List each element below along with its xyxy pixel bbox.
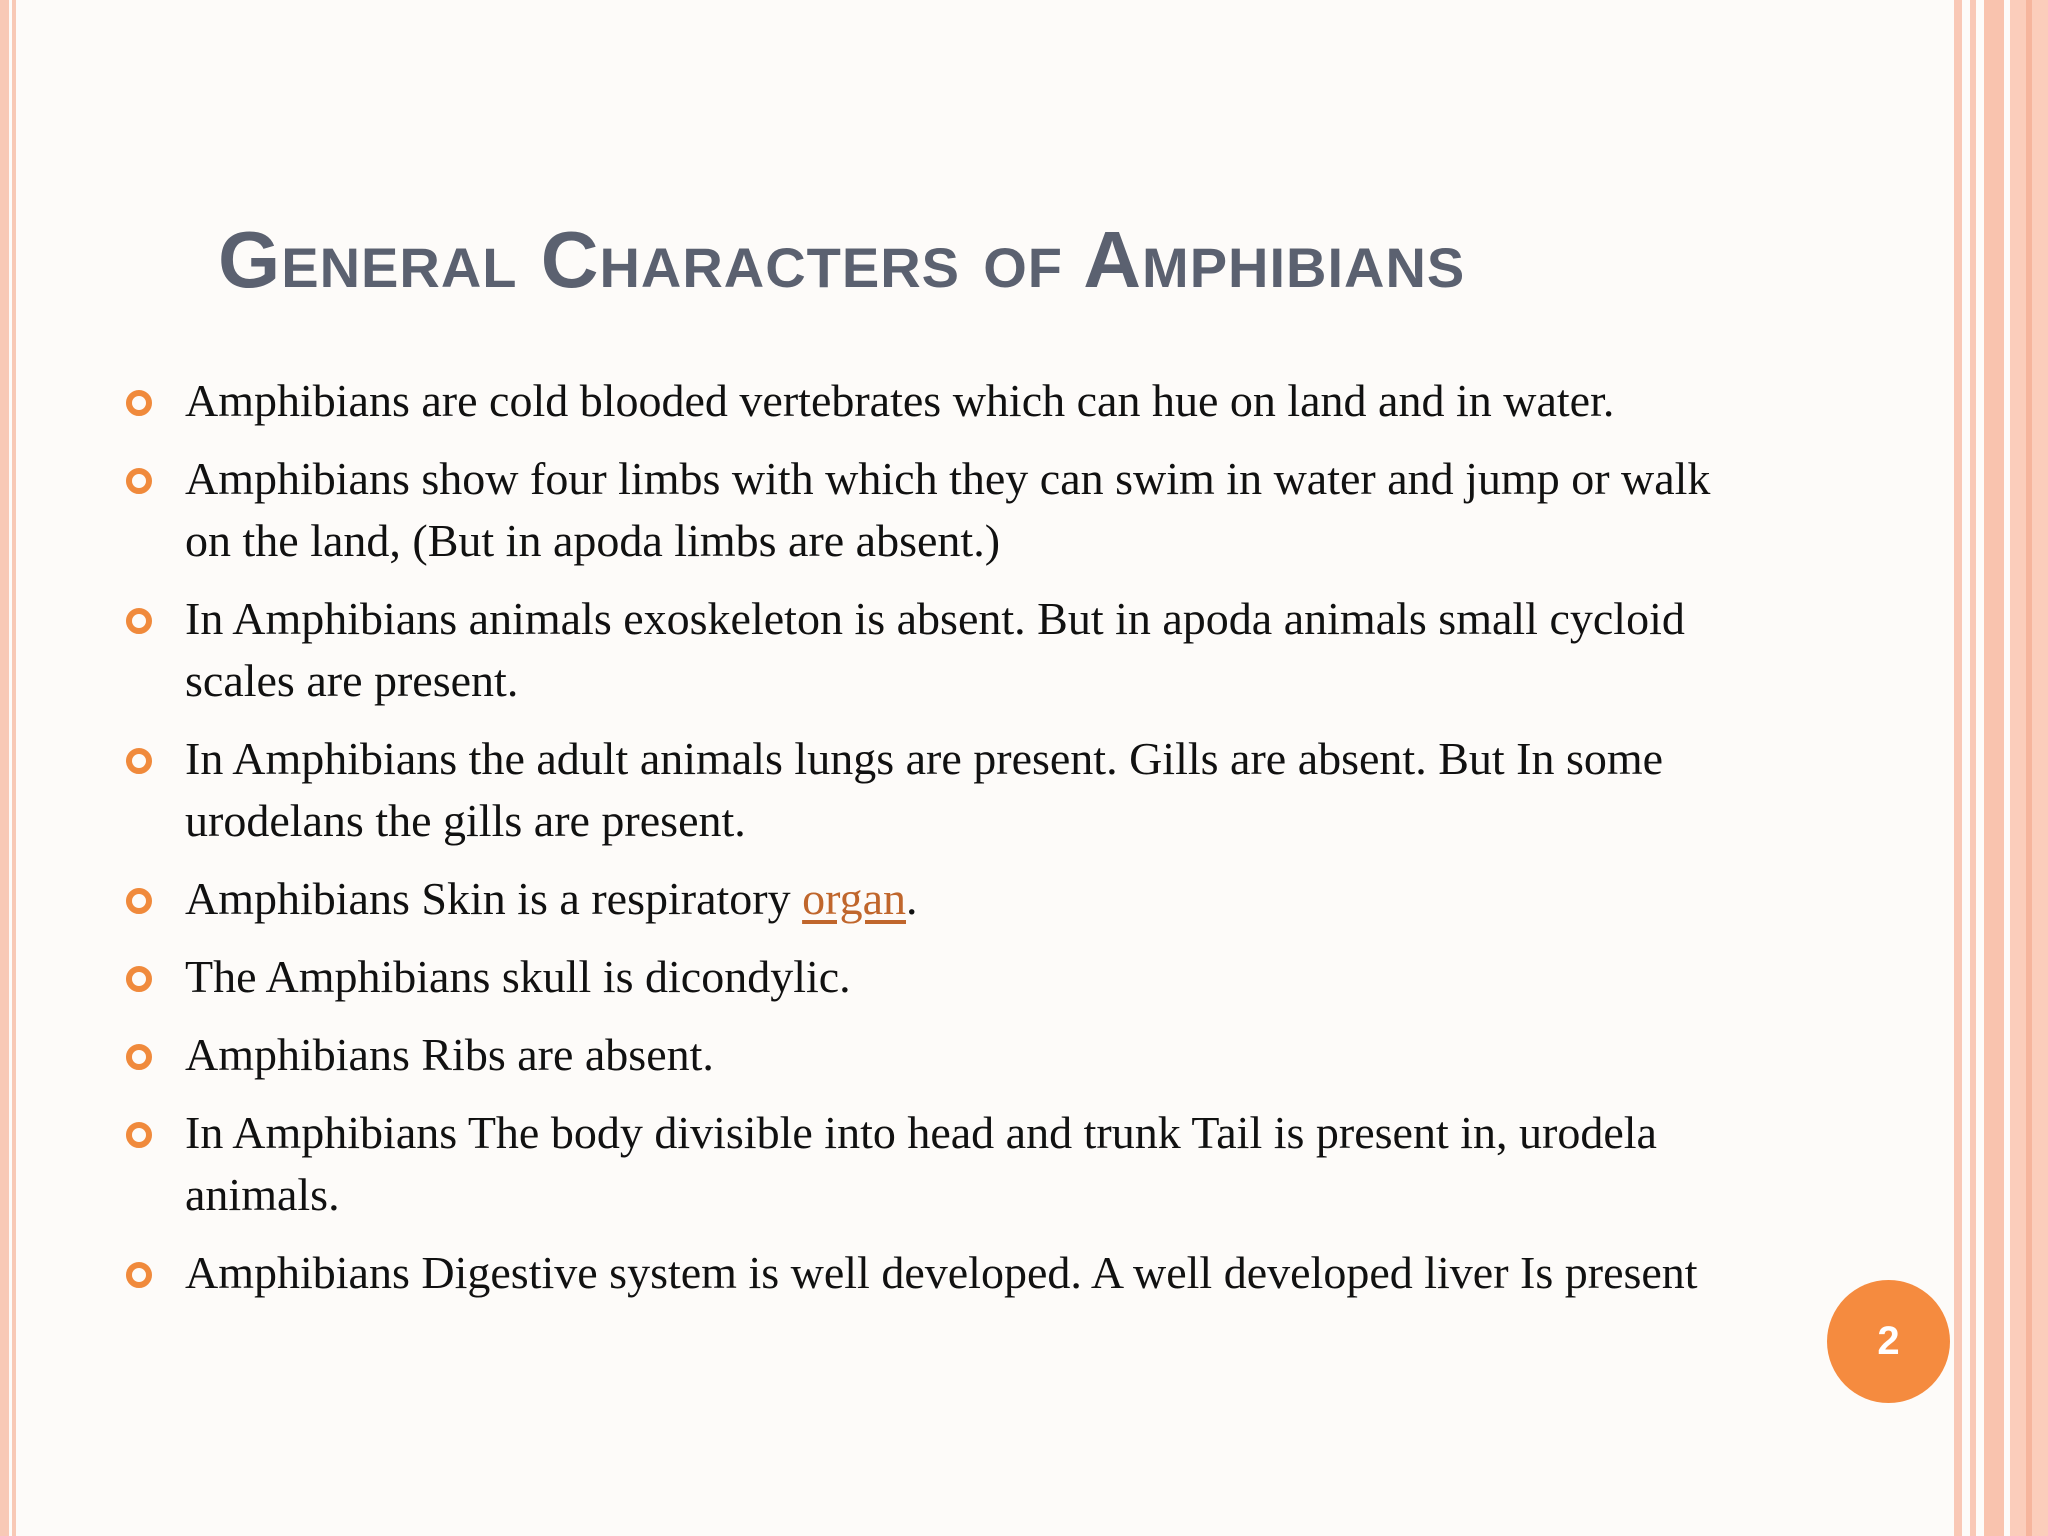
bullet-list	[0, 370, 1760, 1320]
bullet-text: Amphibians Digestive system is well developed. A well developed liver Is present	[185, 1247, 1698, 1298]
bullet-text-prefix: Amphibians Skin is a respiratory	[185, 873, 803, 924]
organ-link[interactable]: organ	[802, 873, 906, 924]
bullet-item	[0, 588, 1760, 712]
bullet-text: In Amphibians the adult animals lungs are present. Gills are absent. But In some urodelans the gills are present.	[185, 733, 1664, 846]
bullet-item	[0, 728, 1760, 852]
right-decorative-stripe-2	[1970, 0, 1976, 1536]
bullet-item	[0, 1102, 1760, 1226]
right-decorative-stripe-1	[1954, 0, 1962, 1536]
bullet-item	[0, 370, 1760, 432]
bullet-item	[0, 868, 1760, 930]
right-decorative-stripe-3	[1984, 0, 2004, 1536]
circle-bullet-icon	[126, 888, 152, 914]
bullet-text: Amphibians are cold blooded vertebrates which can hue on land and in water.	[185, 375, 1615, 426]
circle-bullet-icon	[126, 1122, 152, 1148]
bullet-text: Amphibians Ribs are absent.	[185, 1029, 714, 1080]
circle-bullet-icon	[126, 468, 152, 494]
slide-title: General Characters of Amphibians	[218, 215, 1466, 304]
bullet-text: In Amphibians animals exoskeleton is absent. But in apoda animals small cycloid scales are present.	[185, 593, 1685, 706]
circle-bullet-icon	[126, 748, 152, 774]
circle-bullet-icon	[126, 1044, 152, 1070]
right-decorative-stripe-5	[2026, 0, 2032, 1536]
bullet-text: In Amphibians The body divisible into head and trunk Tail is present in, urodela animals.	[185, 1107, 1657, 1220]
bullet-item	[0, 1242, 1760, 1304]
bullet-text: The Amphibians skull is dicondylic.	[185, 951, 851, 1002]
circle-bullet-icon	[126, 1262, 152, 1288]
bullet-item	[0, 946, 1760, 1008]
bullet-item	[0, 448, 1760, 572]
circle-bullet-icon	[126, 966, 152, 992]
bullet-text-suffix: .	[906, 873, 918, 924]
circle-bullet-icon	[126, 608, 152, 634]
bullet-text: Amphibians show four limbs with which they can swim in water and jump or walk on the land, (But in apoda limbs are absent.)	[185, 453, 1711, 566]
circle-bullet-icon	[126, 390, 152, 416]
page-number-badge: 2	[1827, 1280, 1950, 1403]
bullet-item	[0, 1024, 1760, 1086]
